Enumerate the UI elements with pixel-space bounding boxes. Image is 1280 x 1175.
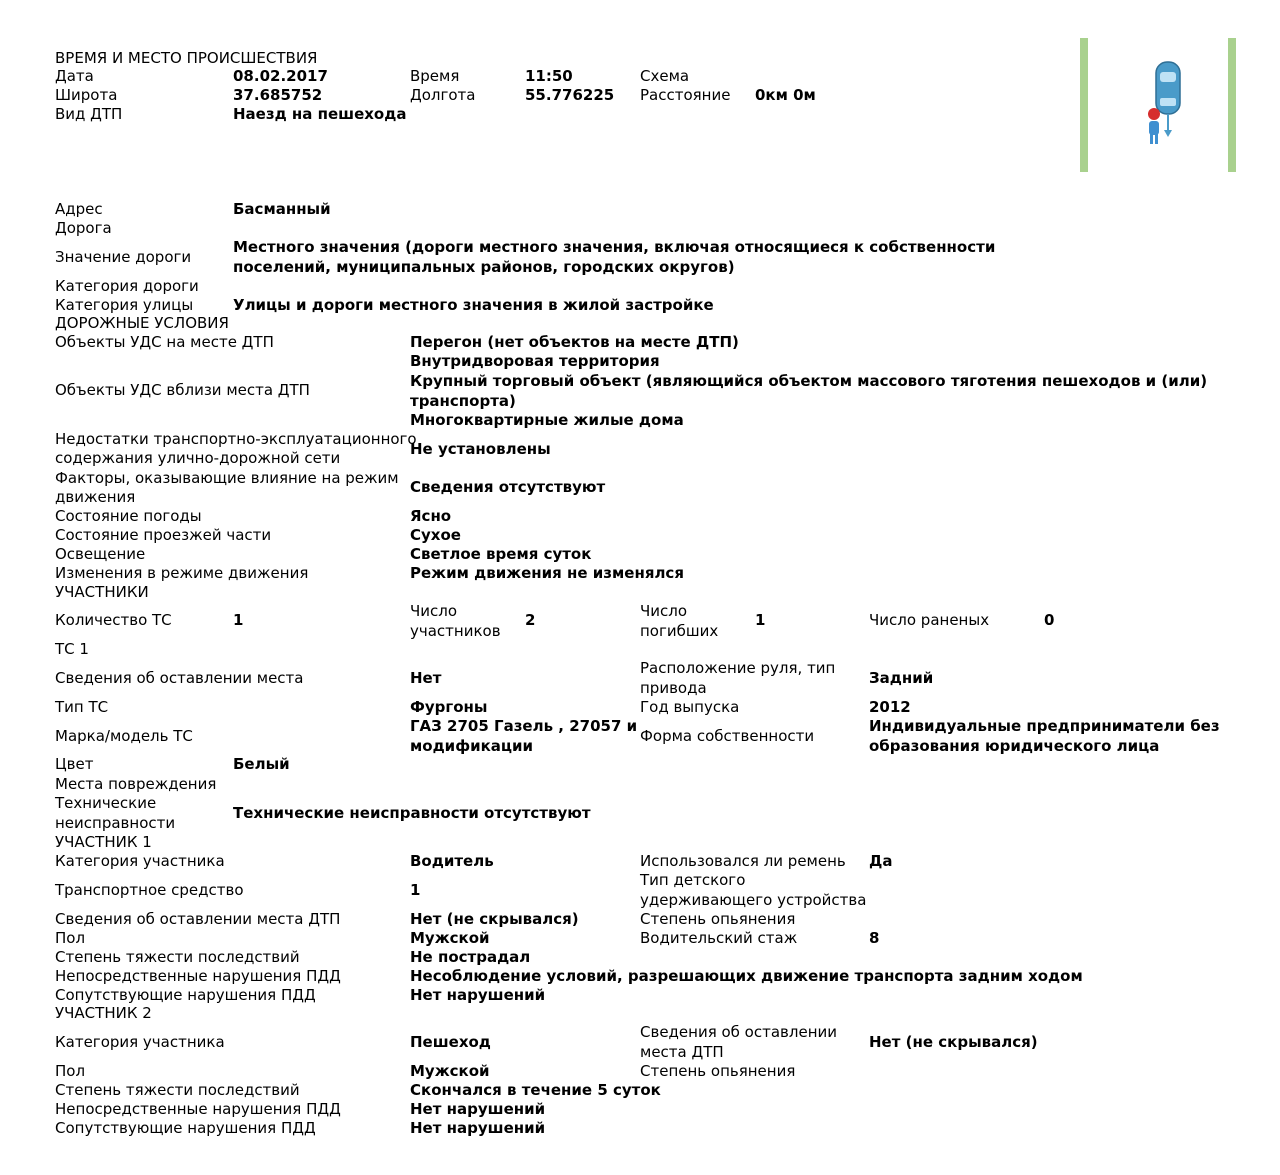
road-edge-right — [1228, 38, 1236, 172]
tech-label-1: Технические — [55, 794, 157, 812]
wheel-value: Задний — [869, 669, 934, 687]
uds-near-2a: Крупный торговый объект (являющийся объектом массового тяготения пешеходов и (или) — [410, 372, 1208, 390]
color-label: Цвет — [55, 755, 94, 773]
road-category-label: Категория дороги — [55, 277, 199, 295]
vehicle-type-value: Фургоны — [410, 698, 488, 716]
p1-left-value: Нет (не скрывался) — [410, 910, 579, 928]
dead-count-value: 1 — [755, 611, 766, 629]
tech-label-2: неисправности — [55, 814, 176, 832]
dead-count-label-1: Число — [640, 602, 688, 620]
p2-category-label: Категория участника — [55, 1033, 225, 1051]
uds-at-value: Перегон (нет объектов на месте ДТП) — [410, 333, 739, 351]
vehicles-count-value: 1 — [233, 611, 244, 629]
section-vehicle-1: ТС 1 — [55, 640, 89, 658]
street-category-label: Категория улицы — [55, 296, 194, 314]
p2-left-label-2: места ДТП — [640, 1043, 724, 1061]
distance-value: 0км 0м — [755, 86, 816, 104]
p2-severity-value: Скончался в течение 5 суток — [410, 1081, 661, 1099]
dead-count-label-2: погибших — [640, 622, 719, 640]
p1-related-value: Нет нарушений — [410, 986, 546, 1004]
longitude-value: 55.776225 — [525, 86, 615, 104]
p2-related-value: Нет нарушений — [410, 1119, 546, 1137]
p2-severity-label: Степень тяжести последствий — [55, 1081, 300, 1099]
time-label: Время — [410, 67, 460, 85]
factors-label-2: движения — [55, 488, 136, 506]
road-value-label: Значение дороги — [55, 248, 192, 266]
p1-belt-value: Да — [869, 852, 893, 870]
uds-near-1: Внутридворовая территория — [410, 352, 660, 370]
p1-direct-label: Непосредственные нарушения ПДД — [55, 967, 341, 985]
latitude-label: Широта — [55, 86, 118, 104]
p2-intox-label: Степень опьянения — [640, 1062, 796, 1080]
injured-count-label: Число раненых — [869, 611, 990, 629]
year-value: 2012 — [869, 698, 911, 716]
p1-vehicle-value: 1 — [410, 881, 421, 899]
section-road-conditions: ДОРОЖНЫЕ УСЛОВИЯ — [55, 314, 229, 332]
uds-near-3: Многоквартирные жилые дома — [410, 411, 684, 429]
date-label: Дата — [55, 67, 94, 85]
participants-count-label-1: Число — [410, 602, 458, 620]
ownership-label: Форма собственности — [640, 727, 815, 745]
longitude-label: Долгота — [410, 86, 476, 104]
p1-sex-value: Мужской — [410, 929, 490, 947]
weather-value: Ясно — [410, 507, 452, 525]
address-value: Басманный — [233, 200, 331, 218]
uds-near-2b: транспорта) — [410, 392, 516, 410]
accident-type-value: Наезд на пешехода — [233, 105, 407, 123]
latitude-value: 37.685752 — [233, 86, 323, 104]
section-participant-2: УЧАСТНИК 2 — [55, 1004, 152, 1022]
participants-count-value: 2 — [525, 611, 536, 629]
p1-severity-label: Степень тяжести последствий — [55, 948, 300, 966]
arrow-down-icon — [1164, 114, 1172, 137]
p1-direct-value: Несоблюдение условий, разрешающих движение транспорта задним ходом — [410, 967, 1083, 985]
p1-experience-value: 8 — [869, 929, 880, 947]
p2-left-label-1: Сведения об оставлении — [640, 1023, 837, 1041]
mode-value: Режим движения не изменялся — [410, 564, 684, 582]
p1-child-seat-label-1: Тип детского — [640, 871, 746, 889]
time-value: 11:50 — [525, 67, 573, 85]
accident-type-label: Вид ДТП — [55, 105, 123, 123]
model-label: Марка/модель ТС — [55, 727, 193, 745]
schema-label: Схема — [640, 67, 690, 85]
p2-direct-value: Нет нарушений — [410, 1100, 546, 1118]
p1-category-value: Водитель — [410, 852, 494, 870]
p2-sex-value: Мужской — [410, 1062, 490, 1080]
surface-label: Состояние проезжей части — [55, 526, 272, 544]
vehicle-left-value: Нет — [410, 669, 442, 687]
section-participants: УЧАСТНИКИ — [55, 583, 149, 601]
pedestrian-icon — [1148, 108, 1160, 144]
street-category-value: Улицы и дороги местного значения в жилой застройке — [233, 296, 714, 314]
p1-left-label: Сведения об оставлении места ДТП — [55, 910, 341, 928]
model-value-2: модификации — [410, 737, 534, 755]
weather-label: Состояние погоды — [55, 507, 202, 525]
date-value: 08.02.2017 — [233, 67, 328, 85]
color-value: Белый — [233, 755, 290, 773]
p1-experience-label: Водительский стаж — [640, 929, 798, 947]
factors-label-1: Факторы, оказывающие влияние на режим — [55, 469, 399, 487]
vehicle-type-label: Тип ТС — [55, 698, 109, 716]
ownership-value-2: образования юридического лица — [869, 737, 1160, 755]
p2-direct-label: Непосредственные нарушения ПДД — [55, 1100, 341, 1118]
surface-value: Сухое — [410, 526, 461, 544]
p2-sex-label: Пол — [55, 1062, 86, 1080]
model-value-1: ГАЗ 2705 Газель , 27057 и — [410, 717, 638, 735]
road-label: Дорога — [55, 219, 112, 237]
car-icon — [1156, 62, 1180, 114]
vehicles-count-label: Количество ТС — [55, 611, 172, 629]
road-value-line2: поселений, муниципальных районов, городских округов) — [233, 258, 735, 276]
ownership-value-1: Индивидуальные предприниматели без — [869, 717, 1220, 735]
p1-sex-label: Пол — [55, 929, 86, 947]
p1-related-label: Сопутствующие нарушения ПДД — [55, 986, 316, 1004]
defects-label-1: Недостатки транспортно-эксплуатационного — [55, 430, 417, 448]
year-label: Год выпуска — [640, 698, 740, 716]
tech-value: Технические неисправности отсутствуют — [233, 804, 591, 822]
defects-label-2: содержания улично-дорожной сети — [55, 449, 341, 467]
vehicle-left-label: Сведения об оставлении места — [55, 669, 304, 687]
wheel-label-1: Расположение руля, тип — [640, 659, 836, 677]
p1-category-label: Категория участника — [55, 852, 225, 870]
wheel-label-2: привода — [640, 679, 707, 697]
p2-category-value: Пешеход — [410, 1033, 491, 1051]
participants-count-label-2: участников — [410, 622, 501, 640]
p2-related-label: Сопутствующие нарушения ПДД — [55, 1119, 316, 1137]
uds-at-label: Объекты УДС на месте ДТП — [55, 333, 274, 351]
road-scheme — [1080, 38, 1238, 172]
section-time-place: ВРЕМЯ И МЕСТО ПРОИСШЕСТВИЯ — [55, 49, 318, 67]
distance-label: Расстояние — [640, 86, 731, 104]
p1-severity-value: Не пострадал — [410, 948, 531, 966]
road-value-line1: Местного значения (дороги местного значения, включая относящиеся к собственности — [233, 238, 996, 256]
defects-value: Не установлены — [410, 440, 551, 458]
damage-label: Места повреждения — [55, 775, 217, 793]
road-edge-left — [1080, 38, 1088, 172]
section-participant-1: УЧАСТНИК 1 — [55, 833, 152, 851]
p2-left-value: Нет (не скрывался) — [869, 1033, 1038, 1051]
factors-value: Сведения отсутствуют — [410, 478, 606, 496]
address-label: Адрес — [55, 200, 103, 218]
p1-intox-label: Степень опьянения — [640, 910, 796, 928]
mode-label: Изменения в режиме движения — [55, 564, 309, 582]
p1-belt-label: Использовался ли ремень — [640, 852, 846, 870]
p1-vehicle-label: Транспортное средство — [55, 881, 244, 899]
light-label: Освещение — [55, 545, 146, 563]
light-value: Светлое время суток — [410, 545, 592, 563]
uds-near-label: Объекты УДС вблизи места ДТП — [55, 381, 310, 399]
p1-child-seat-label-2: удерживающего устройства — [640, 891, 867, 909]
injured-count-value: 0 — [1044, 611, 1055, 629]
